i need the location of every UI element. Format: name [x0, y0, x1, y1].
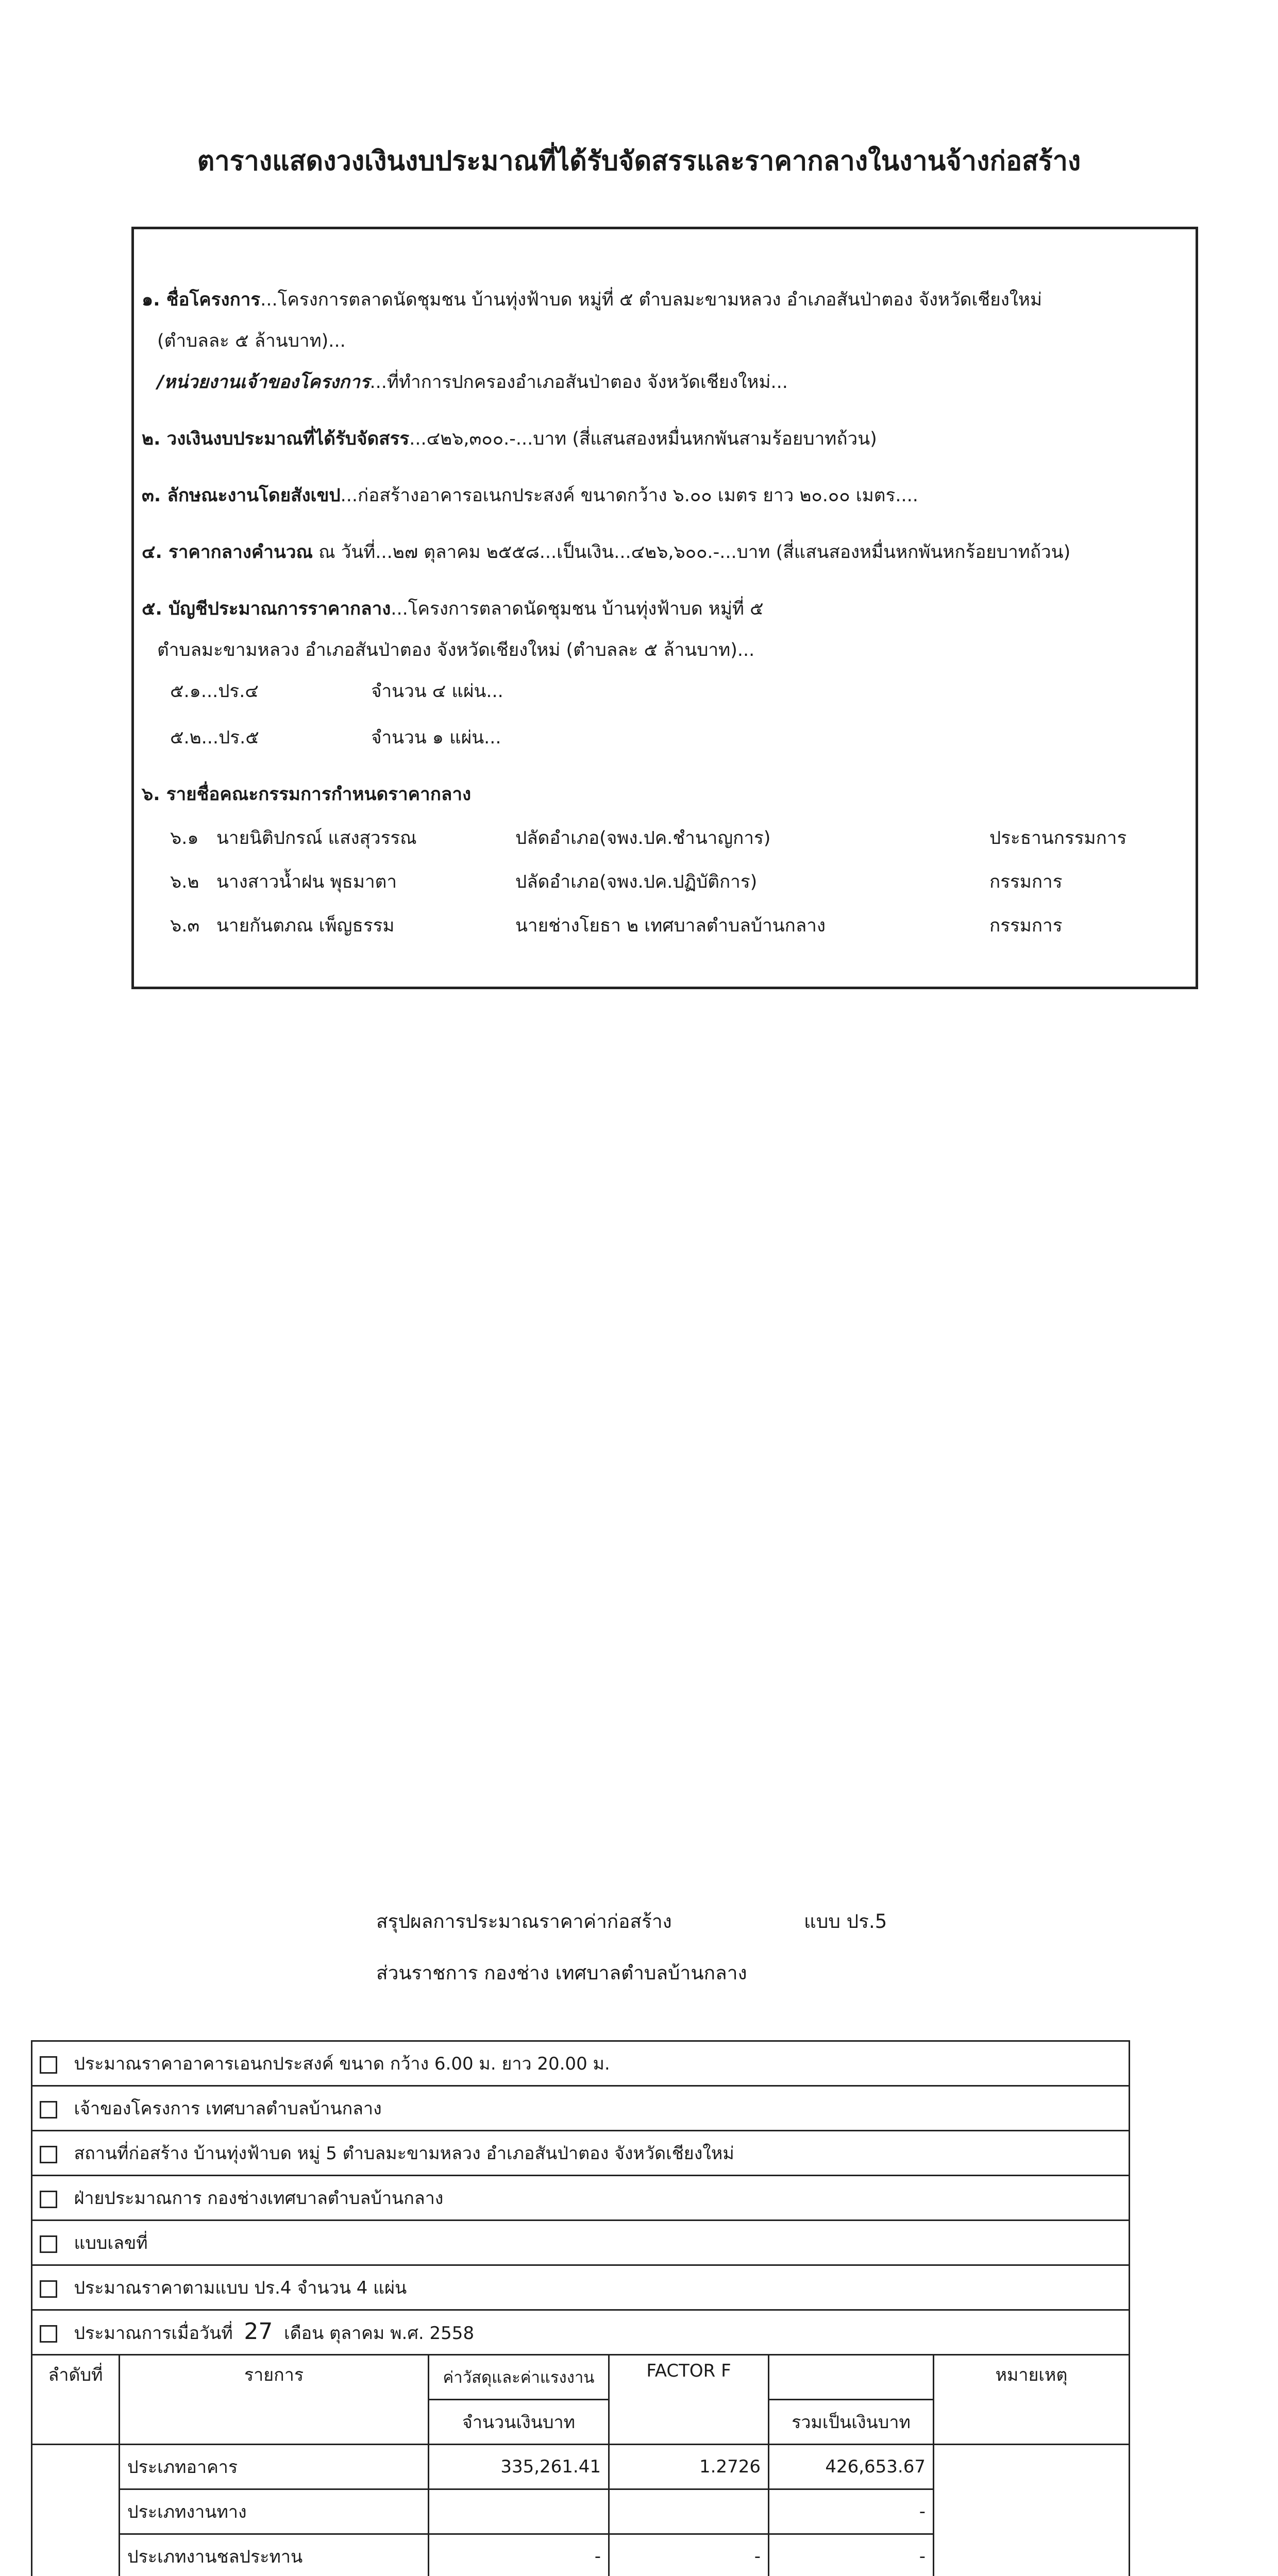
section-4-text: ณ วันที่...๒๗ ตุลาคม ๒๕๕๘...เป็นเงิน...๔๒๖,๖๐๐.-...บาท (สี่แสนสองหมื่นหกพันหกร้อยบาทถ้วน) — [313, 542, 1071, 563]
committee-role: กรรมการ — [989, 916, 1063, 936]
section-5-item-qty: จำนวน ๔ แผ่น... — [371, 681, 503, 702]
committee-position: นายช่างโยธา ๒ เทศบาลตำบลบ้านกลาง — [515, 916, 826, 936]
page-title: ตารางแสดงวงเงินงบประมาณที่ได้รับจัดสรรและราคากลางในงานจ้างก่อสร้าง — [197, 146, 1081, 177]
agency: ส่วนราชการ กองช่าง เทศบาลตำบลบ้านกลาง — [376, 1962, 747, 1984]
date-prefix: ประมาณการเมื่อวันที่ — [74, 2323, 233, 2344]
col-cost-header: ค่าวัสดุและค่าแรงงาน — [429, 2355, 609, 2400]
committee-name: นายนิติปกรณ์ แสงสุวรรณ — [216, 828, 417, 849]
info-text: ประมาณราคาตามแบบ ปร.4 จำนวน 4 แผ่น — [74, 2278, 407, 2298]
section-4-label: ๔. ราคากลางคำนวณ — [142, 542, 313, 563]
section-5-text: ...โครงการตลาดนัดชุมชน บ้านทุ่งฟ้าบด หมู่ที่ ๕ — [391, 599, 764, 619]
item-name: ประเภทงานทาง — [120, 2489, 429, 2534]
item-total: 426,653.67 — [769, 2445, 934, 2489]
col-factor-header: FACTOR F — [609, 2355, 769, 2445]
section-1-label: ๑. ชื่อโครงการ — [142, 290, 261, 310]
section-5-item-qty: จำนวน ๑ แผ่น... — [371, 727, 501, 748]
info-text: สถานที่ก่อสร้าง บ้านทุ่งฟ้าบด หมู่ 5 ตำบลมะขามหลวง อำเภอสันป่าตอง จังหวัดเชียงใหม่ — [74, 2143, 734, 2164]
committee-role: กรรมการ — [989, 872, 1063, 892]
section-1-text: ...โครงการตลาดนัดชุมชน บ้านทุ่งฟ้าบด หมู่ที่ ๕ ตำบลมะขามหลวง อำเภอสันป่าตอง จังหวัดเชียงใหม่ — [260, 290, 1042, 310]
item-cost: 335,261.41 — [429, 2445, 609, 2489]
item-name: ประเภทงานชลประทาน — [120, 2534, 429, 2576]
item-factor: 1.2726 — [609, 2445, 769, 2489]
section-5-label: ๕. บัญชีประมาณการราคากลาง — [142, 599, 391, 619]
col-no-header: ลำดับที่ — [32, 2355, 120, 2445]
info-text: ฝ่ายประมาณการ กองช่างเทศบาลตำบลบ้านกลาง — [74, 2188, 444, 2209]
date-rest: เดือน ตุลาคม พ.ศ. 2558 — [283, 2323, 475, 2344]
col-note-header: หมายเหตุ — [934, 2355, 1130, 2445]
section-3-text: ...ก่อสร้างอาคารอเนกประสงค์ ขนาดกว้าง ๖.๐๐ เมตร ยาว ๒๐.๐๐ เมตร.... — [340, 485, 918, 506]
section-5-cont: ตำบลมะขามหลวง อำเภอสันป่าตอง จังหวัดเชียงใหม่ (ตำบลละ ๕ ล้านบาท)... — [157, 640, 755, 660]
committee-name: นายกันตภณ เพ็ญธรรม — [216, 916, 395, 936]
unit-label: /หน่วยงานเจ้าของโครงการ — [157, 372, 370, 393]
col-cost-subheader: จำนวนเงินบาท — [429, 2400, 609, 2445]
info-text: แบบเลขที่ — [74, 2233, 148, 2253]
item-factor: - — [609, 2534, 769, 2576]
item-name: ประเภทอาคาร — [120, 2445, 429, 2489]
committee-role: ประธานกรรมการ — [989, 828, 1127, 849]
committee-position: ปลัดอำเภอ(จพง.ปค.ชำนาญการ) — [515, 828, 771, 849]
col-total-header: รวมเป็นเงินบาท — [769, 2400, 934, 2445]
info-text: ประมาณราคาอาคารเอนกประสงค์ ขนาด กว้าง 6.00 ม. ยาว 20.00 ม. — [74, 2054, 610, 2074]
section-5-item-no: ๕.๒...ปร.๕ — [170, 727, 259, 748]
form-header-title: สรุปผลการประมาณราคาค่าก่อสร้าง — [376, 1910, 672, 1933]
form-code: แบบ ปร.5 — [804, 1910, 887, 1933]
committee-no: ๖.๒ — [170, 872, 199, 892]
committee-name: นางสาวน้ำฝน พุธมาตา — [216, 872, 397, 892]
section-2-label: ๒. วงเงินงบประมาณที่ได้รับจัดสรร — [142, 429, 410, 449]
committee-no: ๖.๑ — [170, 828, 199, 849]
section-3-label: ๓. ลักษณะงานโดยสังเขป — [142, 485, 341, 506]
date-day: 27 — [244, 2318, 273, 2345]
item-total: - — [769, 2489, 934, 2534]
section-1-cont: (ตำบลละ ๕ ล้านบาท)... — [157, 331, 346, 351]
info-text: เจ้าของโครงการ เทศบาลตำบลบ้านกลาง — [74, 2098, 382, 2119]
col-item-header: รายการ — [120, 2355, 429, 2445]
unit-text: ...ที่ทำการปกครองอำเภอสันป่าตอง จังหวัดเชียงใหม่... — [369, 372, 788, 393]
section-2-text: ...๔๒๖,๓๐๐.-...บาท (สี่แสนสองหมื่นหกพันสามร้อยบาทถ้วน) — [409, 429, 877, 449]
item-cost: - — [429, 2534, 609, 2576]
item-total: - — [769, 2534, 934, 2576]
committee-no: ๖.๓ — [170, 916, 200, 936]
committee-position: ปลัดอำเภอ(จพง.ปค.ปฏิบัติการ) — [515, 872, 758, 892]
section-5-item-no: ๕.๑...ปร.๔ — [170, 681, 259, 702]
section-6-label: ๖. รายชื่อคณะกรรมการกำหนดราคากลาง — [142, 784, 472, 805]
